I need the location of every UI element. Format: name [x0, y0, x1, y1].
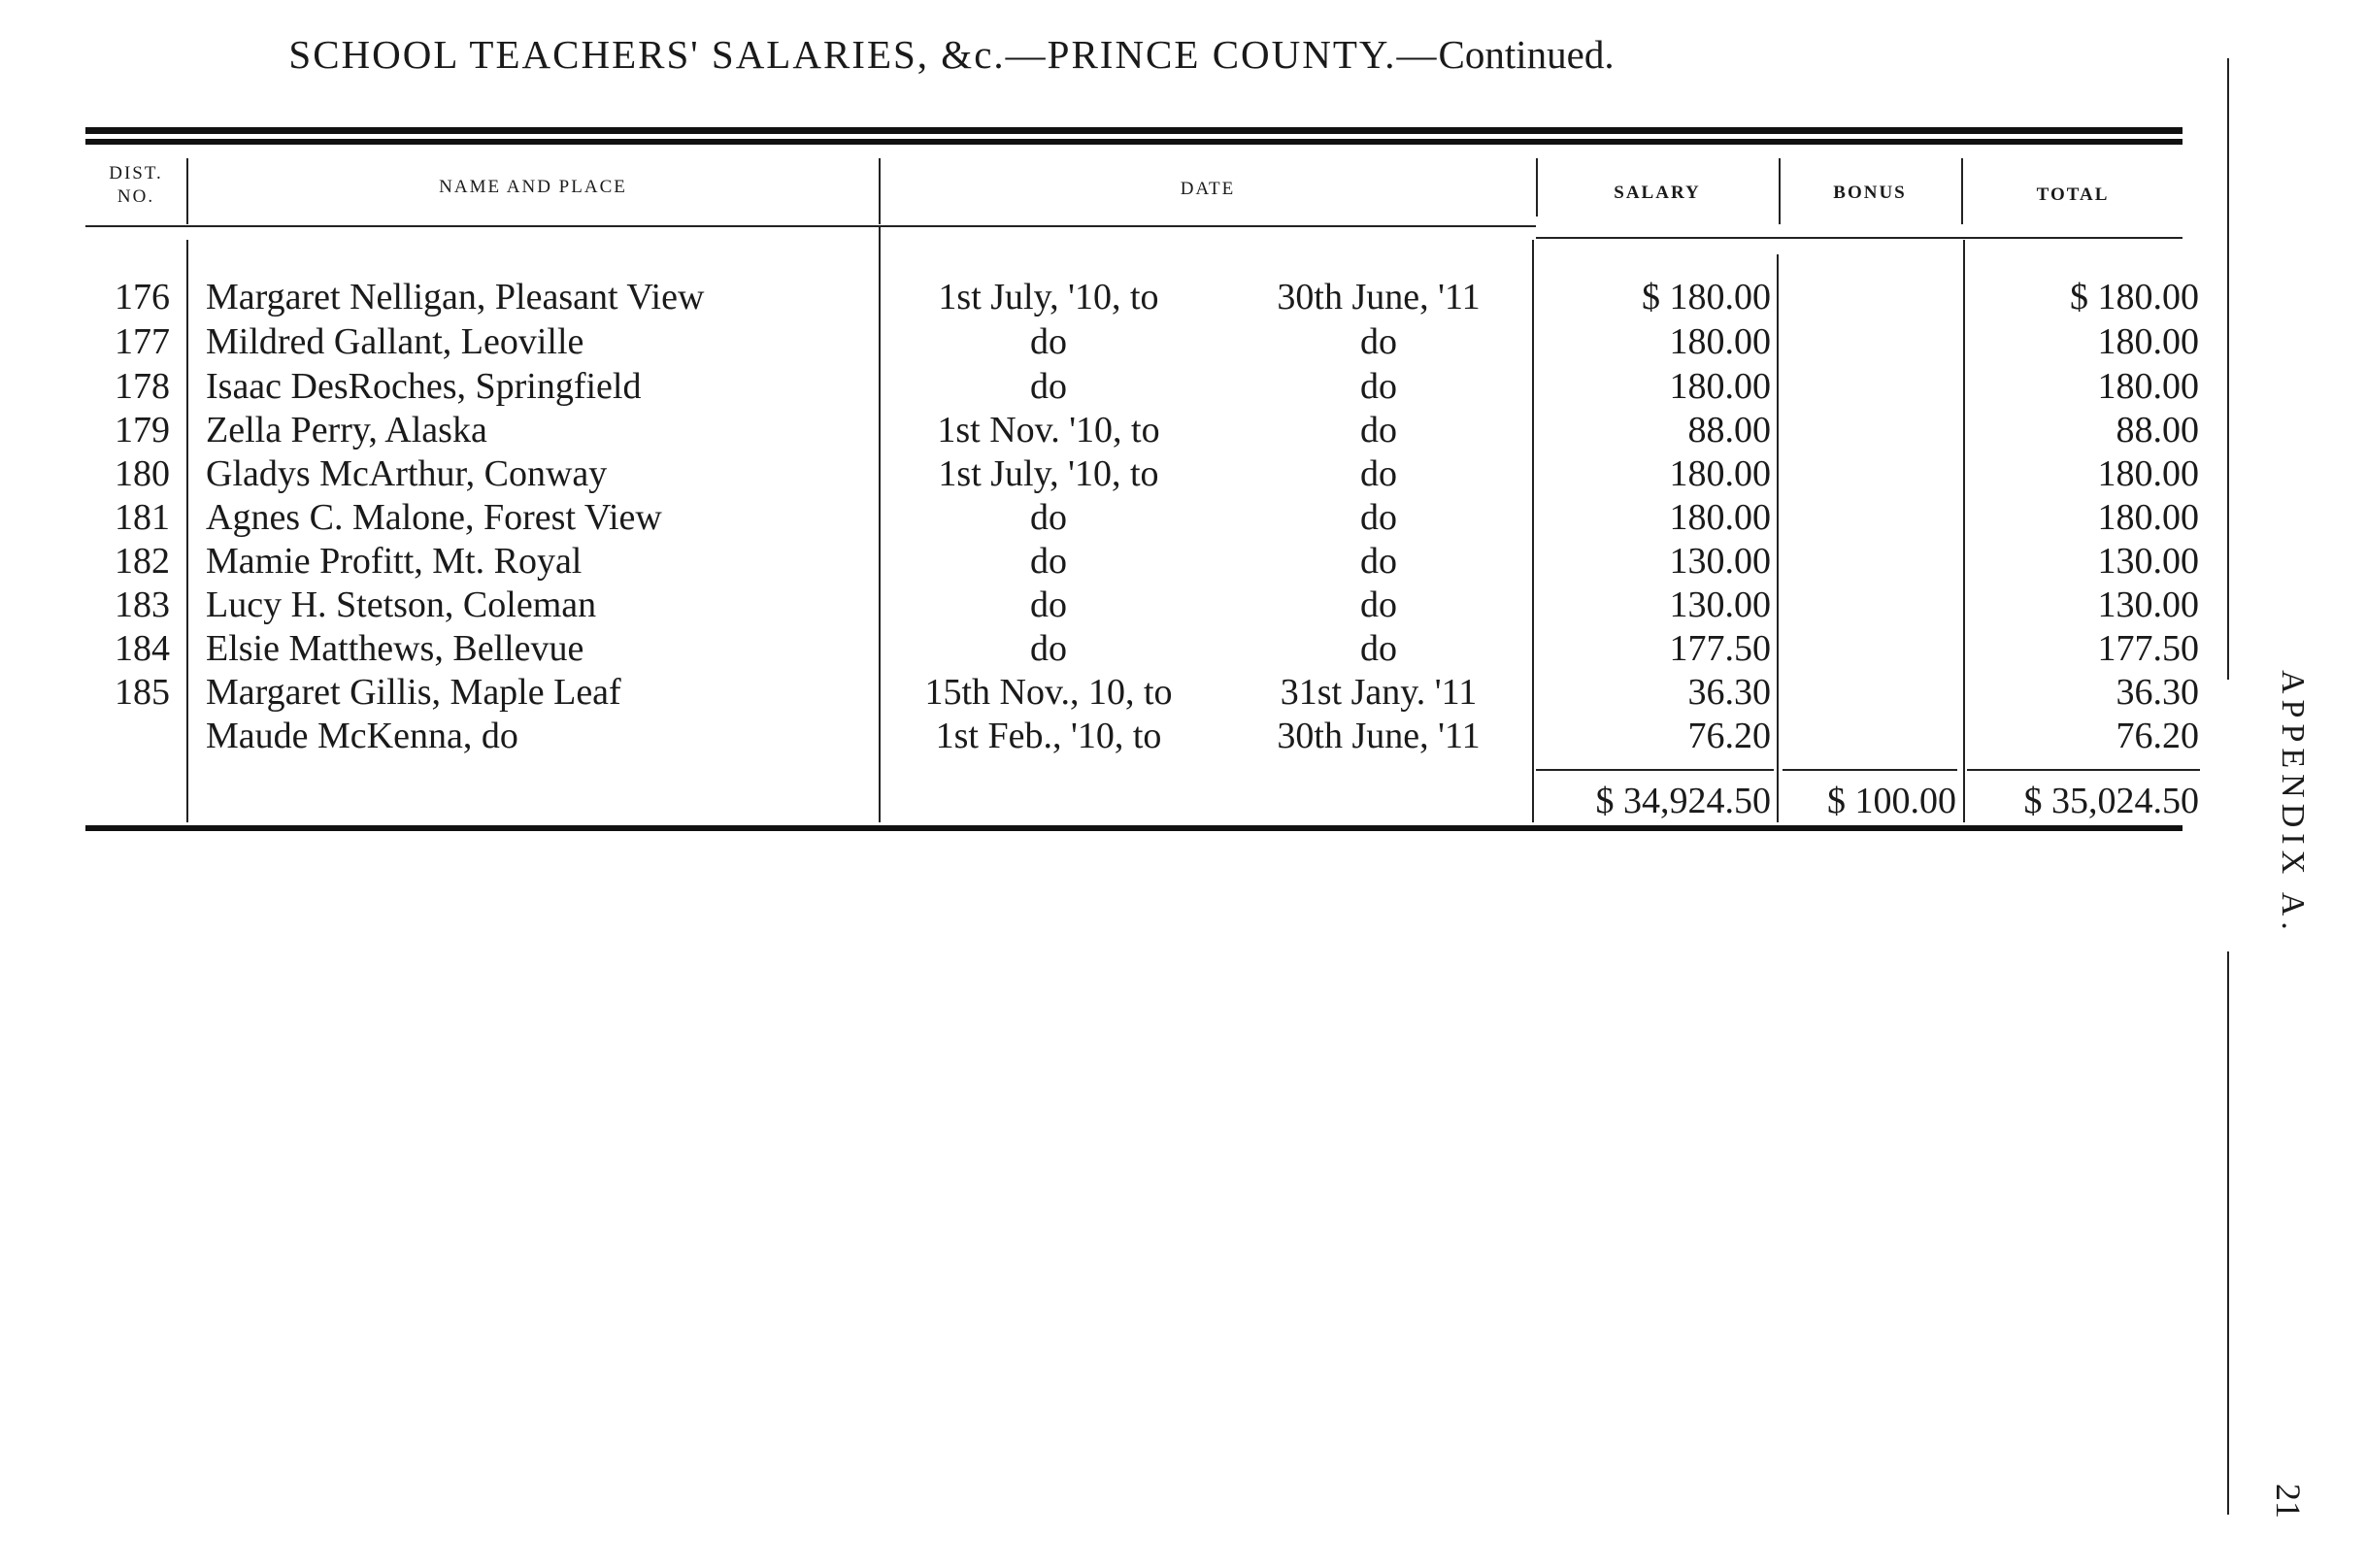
page-title-main: SCHOOL TEACHERS' SALARIES, &c.—PRINCE COUNTY.—: [288, 32, 1439, 77]
header-bonus: BONUS: [1833, 183, 1907, 203]
date-to: 30th June, '11: [1277, 277, 1481, 317]
total: 130.00: [2097, 584, 2199, 625]
total: $ 180.00: [2070, 277, 2199, 317]
table-row: [0, 320, 2366, 364]
date-from: 1st Feb., '10, to: [935, 716, 1162, 756]
salary: 180.00: [1669, 321, 1771, 362]
appendix-label-text: APPENDIX A.: [2275, 670, 2311, 936]
total: 180.00: [2097, 366, 2199, 407]
dist-no: 183: [115, 584, 170, 625]
table-row: [0, 627, 2366, 671]
date-to: do: [1360, 497, 1397, 538]
date-from: 1st July, '10, to: [938, 453, 1159, 494]
date-from: do: [1030, 497, 1067, 538]
total: 180.00: [2097, 453, 2199, 494]
salary: $ 180.00: [1642, 277, 1771, 317]
table-row: [0, 540, 2366, 584]
table-row: [0, 365, 2366, 409]
total: 180.00: [2097, 321, 2199, 362]
appendix-label: [2262, 670, 2320, 961]
name-and-place: Mamie Profitt, Mt. Royal: [206, 541, 583, 582]
header-dist-line2: NO.: [117, 186, 155, 207]
bonus-total: $ 100.00: [1827, 781, 1956, 821]
margin-rule: [2227, 951, 2229, 1515]
salary-total: $ 34,924.50: [1595, 781, 1771, 821]
date-to: do: [1360, 453, 1397, 494]
name-and-place: Zella Perry, Alaska: [206, 410, 487, 450]
total: 180.00: [2097, 497, 2199, 538]
grand-total: $ 35,024.50: [2023, 781, 2199, 821]
dist-no: 177: [115, 321, 170, 362]
total: 36.30: [2116, 672, 2199, 713]
totals-rule: [1783, 769, 1957, 771]
date-from: do: [1030, 541, 1067, 582]
date-to: do: [1360, 321, 1397, 362]
table-row: [0, 671, 2366, 715]
dist-no: 181: [115, 497, 170, 538]
salary: 36.30: [1687, 672, 1771, 713]
name-and-place: Gladys McArthur, Conway: [206, 453, 608, 494]
total: 177.50: [2097, 628, 2199, 669]
header-total: TOTAL: [2036, 184, 2110, 205]
totals-rule: [1536, 769, 1774, 771]
date-to: do: [1360, 628, 1397, 669]
header-dist: [87, 162, 184, 209]
header-rule: [1536, 237, 2183, 239]
header-name: NAME AND PLACE: [439, 177, 627, 197]
header-salary: SALARY: [1614, 183, 1701, 203]
date-to: 31st Jany. '11: [1280, 672, 1478, 713]
salary: 76.20: [1687, 716, 1771, 756]
header-date: DATE: [1180, 179, 1236, 199]
name-and-place: Agnes C. Malone, Forest View: [206, 497, 662, 538]
name-and-place: Elsie Matthews, Bellevue: [206, 628, 584, 669]
salary: 130.00: [1669, 584, 1771, 625]
date-from: 1st Nov. '10, to: [937, 410, 1160, 450]
total: 88.00: [2116, 410, 2199, 450]
name-and-place: Isaac DesRoches, Springfield: [206, 366, 642, 407]
dist-no: 180: [115, 453, 170, 494]
top-rule-second: [85, 139, 2183, 145]
totals-row: [0, 778, 2366, 824]
dist-no: 179: [115, 410, 170, 450]
table-row: [0, 496, 2366, 540]
date-to: do: [1360, 410, 1397, 450]
dist-no: 178: [115, 366, 170, 407]
dist-no: 176: [115, 277, 170, 317]
total: 130.00: [2097, 541, 2199, 582]
date-from: 15th Nov., 10, to: [924, 672, 1173, 713]
totals-rule: [1967, 769, 2200, 771]
table-row: [0, 276, 2366, 319]
name-and-place: Margaret Gillis, Maple Leaf: [206, 672, 621, 713]
date-from: do: [1030, 321, 1067, 362]
date-from: do: [1030, 366, 1067, 407]
page-title: [0, 31, 1903, 78]
date-from: 1st July, '10, to: [938, 277, 1159, 317]
salary: 130.00: [1669, 541, 1771, 582]
date-to: do: [1360, 366, 1397, 407]
date-to: 30th June, '11: [1277, 716, 1481, 756]
date-to: do: [1360, 584, 1397, 625]
header-dist-line1: DIST.: [109, 163, 163, 183]
bottom-rule-heavy: [85, 825, 2183, 831]
top-rule-heavy: [85, 127, 2183, 134]
page-number: 21: [2269, 1484, 2308, 1518]
name-and-place: Maude McKenna, do: [206, 716, 518, 756]
name-and-place: Lucy H. Stetson, Coleman: [206, 584, 597, 625]
dist-no: 184: [115, 628, 170, 669]
header-rule: [85, 225, 1536, 227]
salary: 180.00: [1669, 366, 1771, 407]
dist-no: 185: [115, 672, 170, 713]
salary: 180.00: [1669, 497, 1771, 538]
table-row: [0, 715, 2366, 758]
salary: 177.50: [1669, 628, 1771, 669]
margin-rule: [2227, 58, 2229, 680]
salary: 180.00: [1669, 453, 1771, 494]
name-and-place: Margaret Nelligan, Pleasant View: [206, 277, 705, 317]
table-row: [0, 452, 2366, 496]
table-row: [0, 409, 2366, 452]
date-to: do: [1360, 541, 1397, 582]
name-and-place: Mildred Gallant, Leoville: [206, 321, 584, 362]
total: 76.20: [2116, 716, 2199, 756]
date-from: do: [1030, 628, 1067, 669]
date-from: do: [1030, 584, 1067, 625]
salary: 88.00: [1687, 410, 1771, 450]
page-title-continued: Continued.: [1438, 32, 1615, 77]
dist-no: 182: [115, 541, 170, 582]
table-row: [0, 584, 2366, 627]
